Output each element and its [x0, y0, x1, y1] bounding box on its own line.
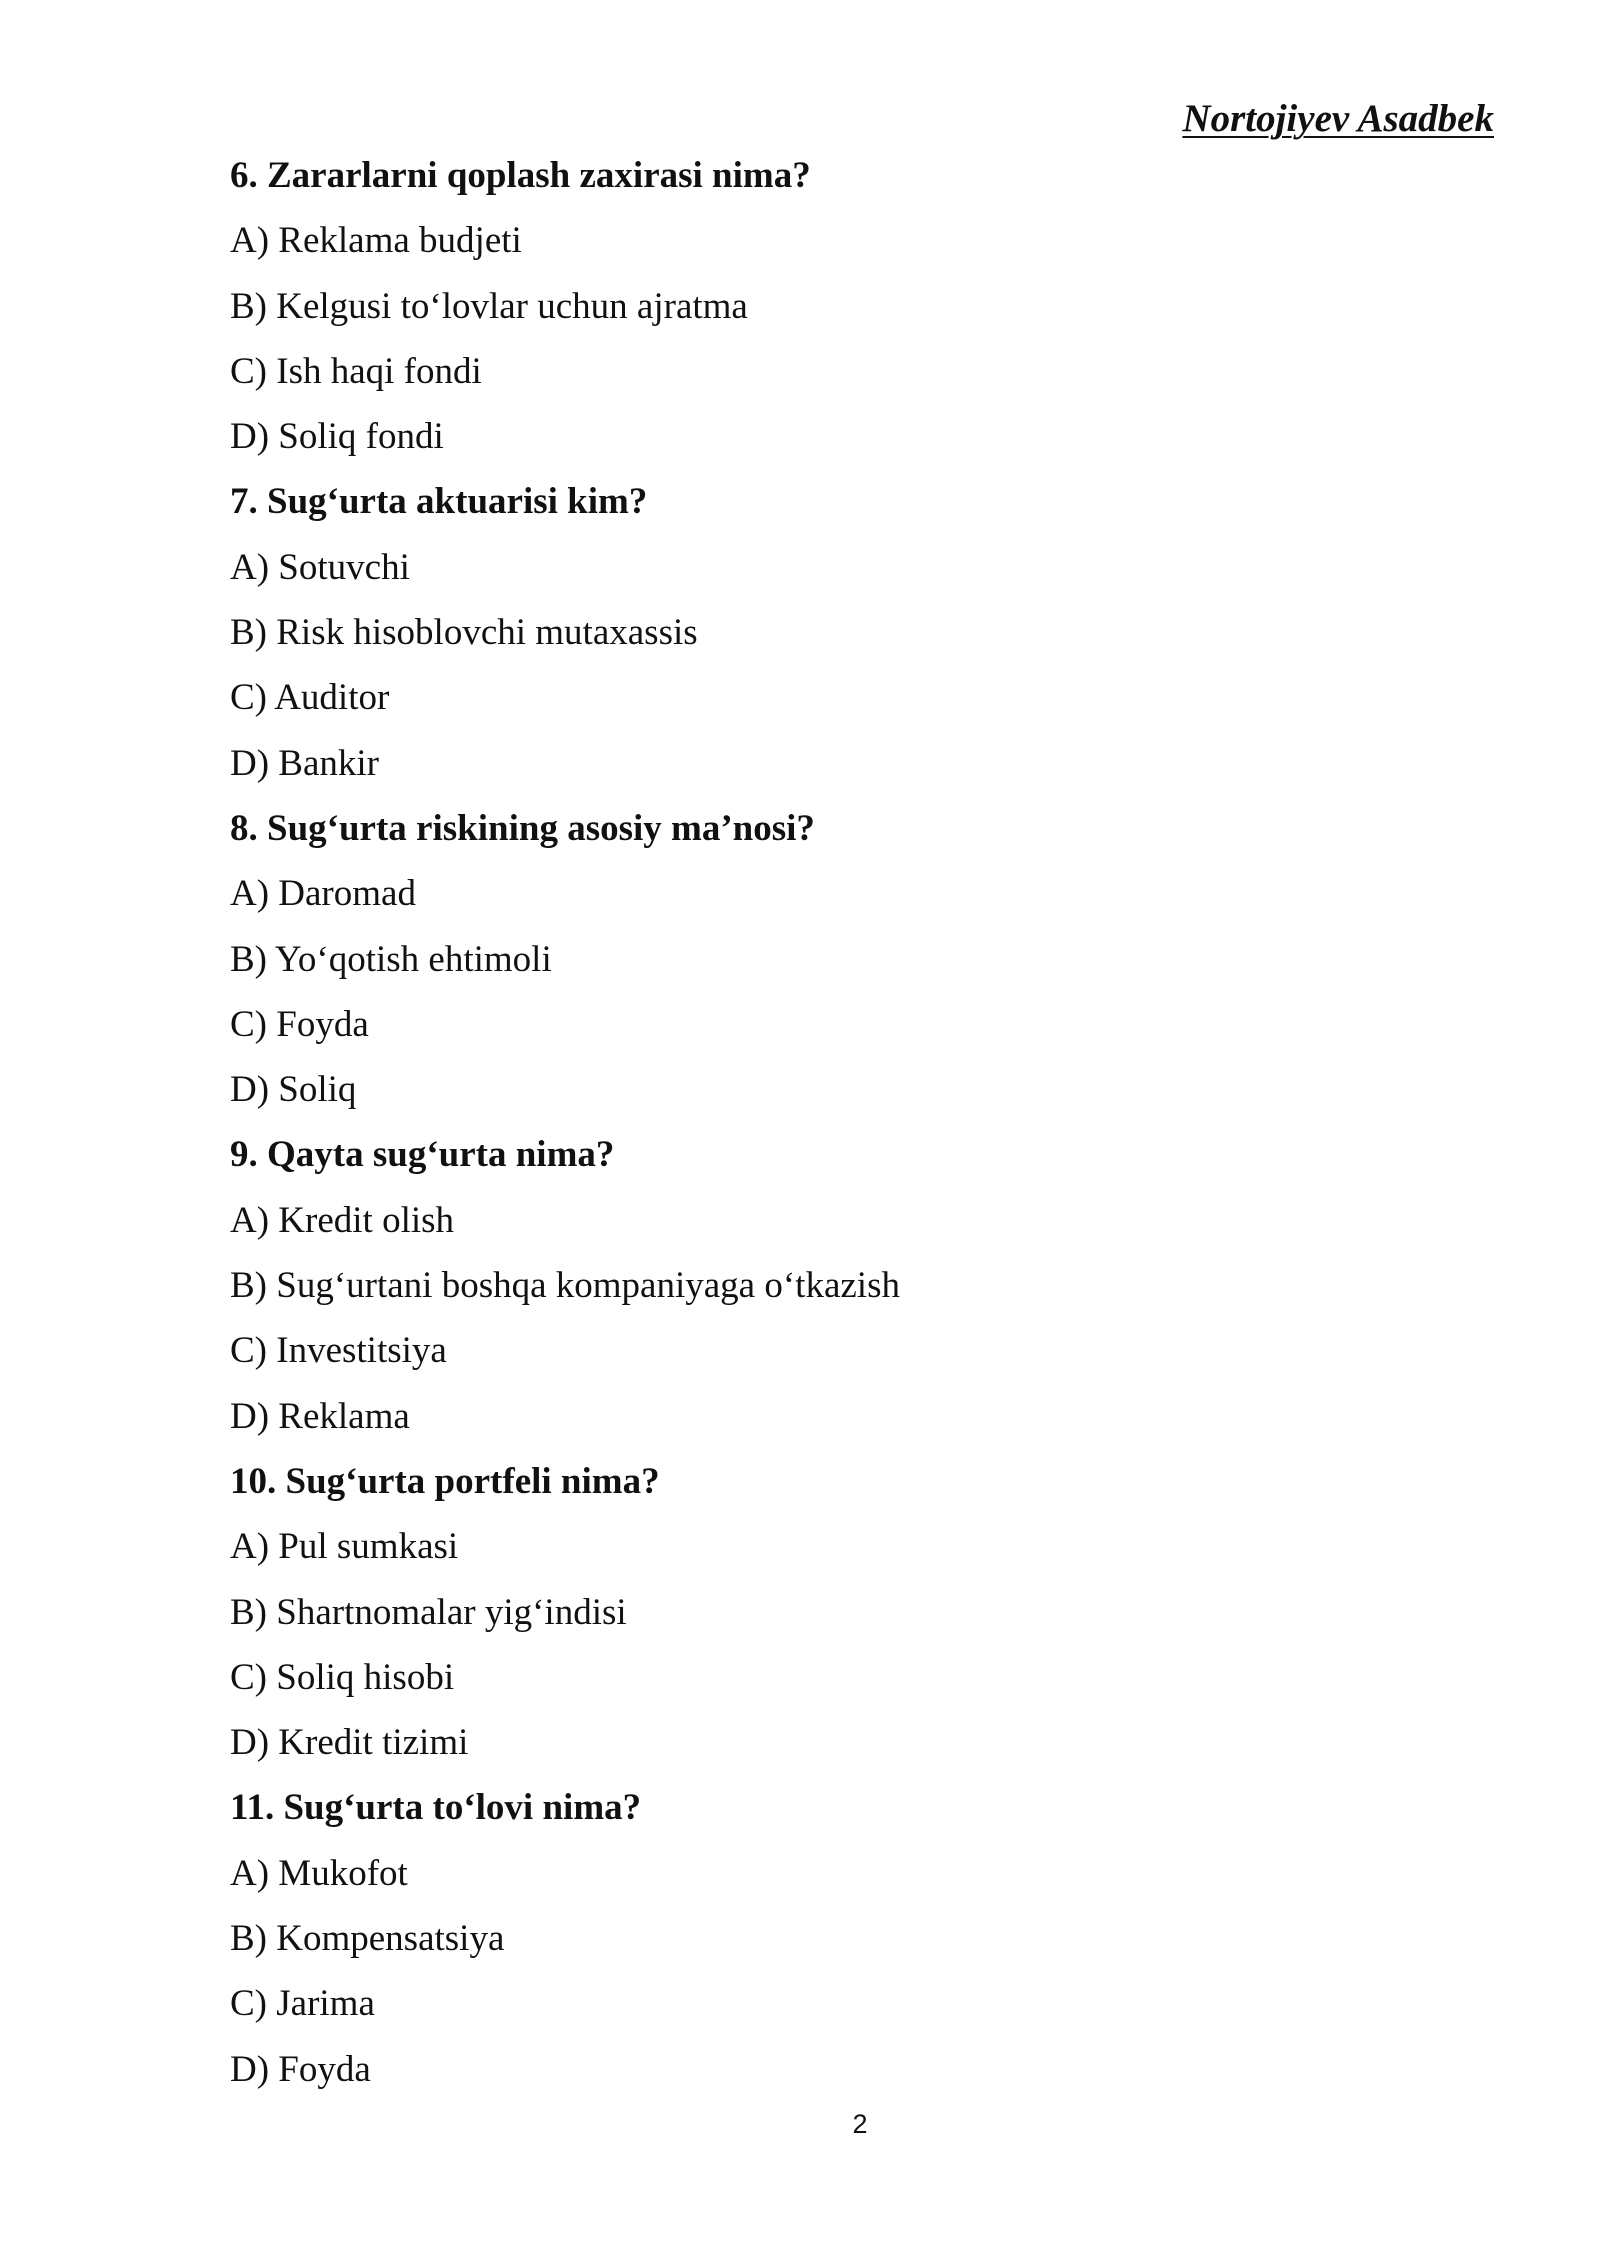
answer-option: B) Yo‘qotish ehtimoli	[230, 938, 552, 980]
question-block	[230, 1456, 1430, 1782]
question-text: 6. Zararlarni qoplash zaxirasi nima?	[230, 155, 811, 196]
question-block	[230, 476, 1430, 802]
page-number: 2	[852, 2109, 868, 2139]
answer-option: B) Sug‘urtani boshqa kompaniyaga o‘tkazish	[230, 1265, 900, 1307]
answer-option: D) Soliq fondi	[230, 416, 444, 458]
question-text: 8. Sug‘urta riskining asosiy ma’nosi?	[230, 807, 815, 849]
question-text: 9. Qayta sug‘urta nima?	[230, 1134, 615, 1176]
answer-option: C) Auditor	[230, 677, 390, 719]
answer-option: C) Investitsiya	[230, 1330, 447, 1372]
question-text: 11. Sug‘urta to‘lovi nima?	[230, 1787, 642, 1829]
question-text: 10. Sug‘urta portfeli nima?	[230, 1460, 660, 1502]
answer-option: C) Soliq hisobi	[230, 1656, 455, 1698]
answer-option: B) Kelgusi to‘lovlar uchun ajratma	[230, 285, 748, 327]
answer-option: B) Shartnomalar yig‘indisi	[230, 1591, 627, 1633]
answer-option: A) Daromad	[230, 873, 416, 915]
answer-option: A) Mukofot	[230, 1852, 408, 1894]
answer-option: A) Sotuvchi	[230, 546, 410, 588]
question-block	[230, 150, 1430, 476]
answer-option: B) Risk hisoblovchi mutaxassis	[230, 612, 698, 654]
answer-option: C) Jarima	[230, 1983, 375, 2025]
answer-option: A) Pul sumkasi	[230, 1526, 459, 1568]
question-block	[230, 1782, 1430, 2108]
answer-option: A) Reklama budjeti	[230, 220, 522, 262]
question-block	[230, 1129, 1430, 1455]
quiz-content	[230, 150, 1430, 2109]
answer-option: D) Bankir	[230, 742, 379, 784]
answer-option: D) Foyda	[230, 2048, 371, 2090]
author-name: Nortojiyev Asadbek	[1182, 97, 1494, 140]
question-text: 7. Sug‘urta aktuarisi kim?	[230, 481, 648, 523]
question-block	[230, 803, 1430, 1129]
answer-option: C) Ish haqi fondi	[230, 350, 482, 392]
answer-option: B) Kompensatsiya	[230, 1918, 505, 1960]
answer-option: D) Kredit tizimi	[230, 1722, 469, 1764]
answer-option: D) Soliq	[230, 1069, 357, 1111]
answer-option: A) Kredit olish	[230, 1199, 455, 1241]
answer-option: C) Foyda	[230, 1003, 369, 1045]
answer-option: D) Reklama	[230, 1395, 410, 1437]
